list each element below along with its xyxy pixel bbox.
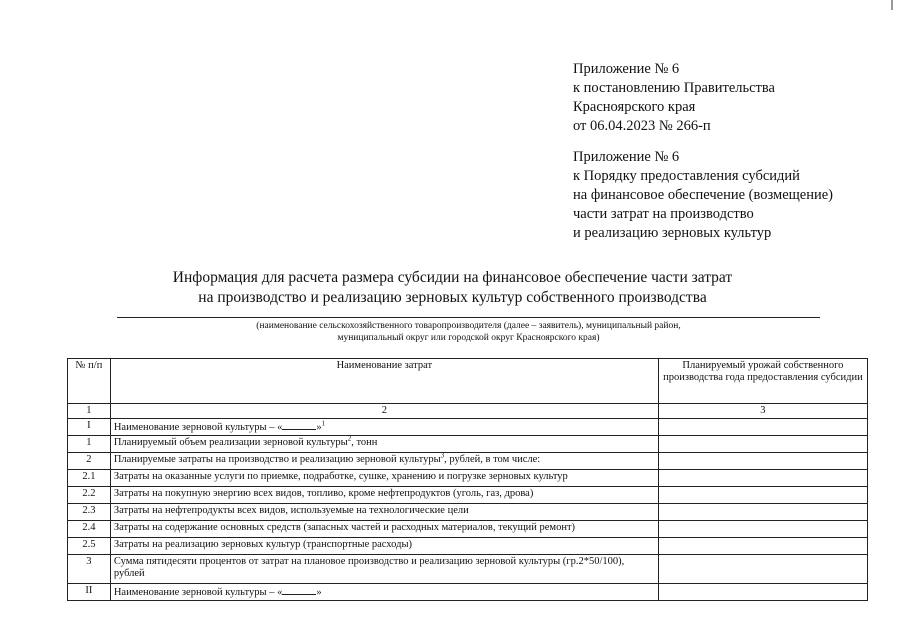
row-text-after: , тонн <box>351 437 378 448</box>
appendix-line: Приложение № 6 <box>573 61 680 77</box>
row-num: 3 <box>68 555 111 584</box>
column-number: 1 <box>68 404 111 419</box>
row-text-before: Наименование зерновой культуры – « <box>113 422 283 433</box>
header-yield: Планируемый урожай собственного производства года предоставления субсидии <box>658 359 867 404</box>
appendix-line: к постановлению Правительства <box>573 80 775 96</box>
table-row <box>68 555 868 584</box>
table-header-row <box>68 359 868 404</box>
row-text: Затраты на содержание основных средств (запасных частей и расходных материалов, текущий ремонт) <box>110 521 658 538</box>
row-text <box>110 419 658 436</box>
table-row <box>68 487 868 504</box>
row-value <box>658 504 867 521</box>
table-row <box>68 538 868 555</box>
row-value <box>658 453 867 470</box>
row-text: Затраты на покупную энергию всех видов, топливо, кроме нефтепродуктов (уголь, газ, дрова) <box>110 487 658 504</box>
row-text: Затраты на нефтепродукты всех видов, используемые на технологические цели <box>110 504 658 521</box>
appendix-block-resolution <box>573 60 775 136</box>
row-num: 2.2 <box>68 487 111 504</box>
appendix-line: на финансовое обеспечение (возмещение) <box>573 187 834 203</box>
table-row <box>68 453 868 470</box>
appendix-line: Красноярского края <box>573 99 696 115</box>
row-value <box>658 436 867 453</box>
row-text-after: » <box>316 587 322 598</box>
document-title <box>0 268 905 308</box>
row-text <box>110 436 658 453</box>
caption-line-2: муниципальный округ или городской округ Красноярского края) <box>337 333 600 343</box>
row-text-before: Планируемый объем реализации зерновой культуры <box>113 437 348 448</box>
row-text-before: Планируемые затраты на производство и реализацию зерновой культуры <box>113 454 441 465</box>
appendix-block-procedure <box>573 148 833 243</box>
header-cost-name: Наименование затрат <box>110 359 658 404</box>
table-row <box>68 584 868 601</box>
header-num: № п/п <box>68 359 111 404</box>
scan-edge-mark <box>891 0 893 10</box>
row-num: I <box>68 419 111 436</box>
row-num: 2.4 <box>68 521 111 538</box>
row-value <box>658 521 867 538</box>
crop-name-blank <box>282 585 316 595</box>
table-row <box>68 419 868 436</box>
row-num: 2.5 <box>68 538 111 555</box>
title-line-1: Информация для расчета размера субсидии на финансовое обеспечение части затрат <box>172 269 733 286</box>
footnote-ref: 1 <box>321 419 326 428</box>
appendix-line: части затрат на производство <box>573 206 754 222</box>
footnote-ref: 2 <box>347 434 352 443</box>
row-value <box>658 584 867 601</box>
row-text-before: Наименование зерновой культуры – « <box>113 587 283 598</box>
appendix-line: и реализацию зерновых культур <box>573 225 772 241</box>
row-value <box>658 487 867 504</box>
row-text: Затраты на оказанные услуги по приемке, подработке, сушке, хранению и погрузке зерновых культур <box>110 470 658 487</box>
caption-line-1: (наименование сельскохозяйственного товаропроизводителя (далее – заявитель), муниципальный район, <box>256 321 681 331</box>
row-text <box>110 584 658 601</box>
row-text: Затраты на реализацию зерновых культур (транспортные расходы) <box>110 538 658 555</box>
appendix-line: Приложение № 6 <box>573 149 680 165</box>
row-num: II <box>68 584 111 601</box>
row-num: 2.1 <box>68 470 111 487</box>
row-num: 1 <box>68 436 111 453</box>
row-value <box>658 538 867 555</box>
appendix-line: к Порядку предоставления субсидий <box>573 168 800 184</box>
row-value <box>658 470 867 487</box>
row-num: 2.3 <box>68 504 111 521</box>
title-line-2: на производство и реализацию зерновых культур собственного производства <box>198 289 707 306</box>
applicant-name-line <box>117 317 820 318</box>
row-value <box>658 419 867 436</box>
row-text <box>110 453 658 470</box>
appendix-line: от 06.04.2023 № 266-п <box>573 118 711 134</box>
row-text-after: » <box>316 422 322 433</box>
applicant-caption <box>117 320 820 344</box>
cost-table <box>67 358 868 601</box>
row-value <box>658 555 867 584</box>
row-text: Сумма пятидесяти процентов от затрат на плановое производство и реализацию зерновой культуры (гр.2*50/100), рублей <box>110 555 658 584</box>
table-row <box>68 436 868 453</box>
crop-name-blank <box>282 420 316 430</box>
column-number: 2 <box>110 404 658 419</box>
table-row <box>68 521 868 538</box>
row-num: 2 <box>68 453 111 470</box>
table-row <box>68 470 868 487</box>
footnote-ref: 3 <box>440 451 445 460</box>
table-row <box>68 504 868 521</box>
column-number-row <box>68 404 868 419</box>
column-number: 3 <box>658 404 867 419</box>
row-text-after: , рублей, в том числе: <box>444 454 541 465</box>
